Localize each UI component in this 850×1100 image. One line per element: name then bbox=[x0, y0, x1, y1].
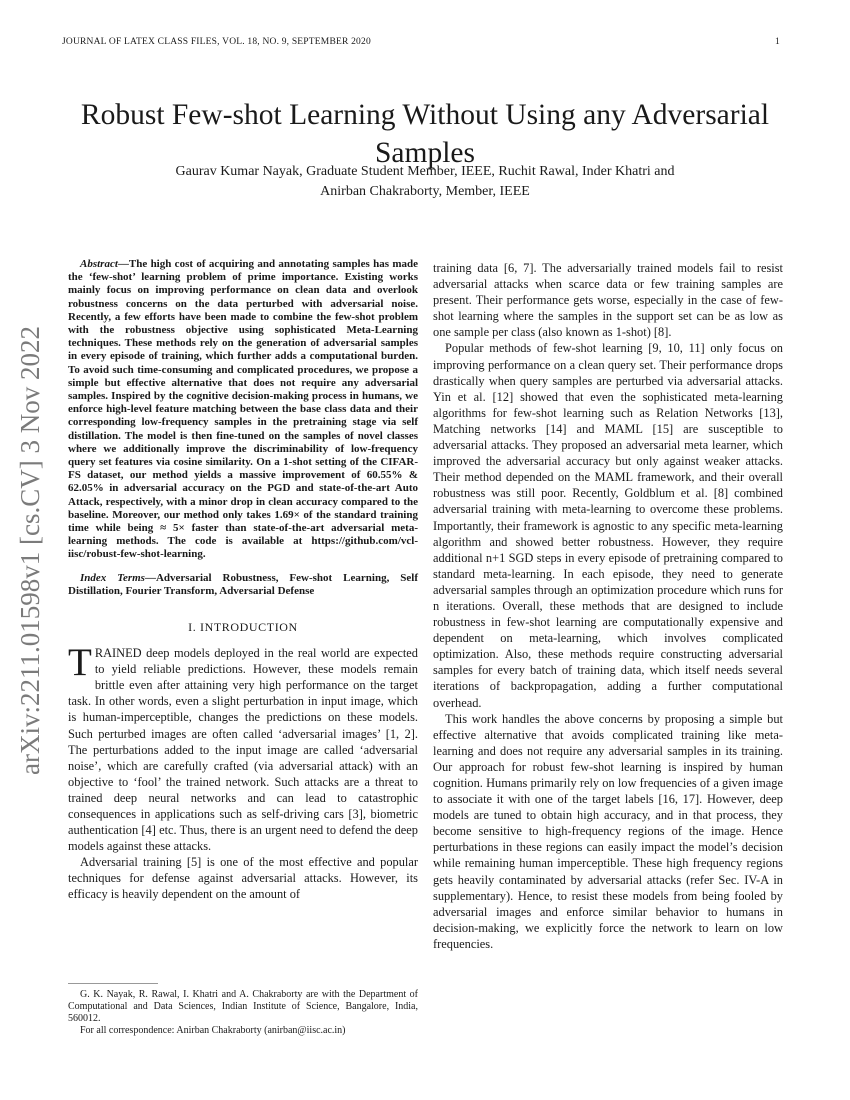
right-paragraph-1: training data [6, 7]. The adversarially trained models fail to resist adversarial attacks when scarce data or few training samples are present. Their performance gets worse, especially in the case of few-shot learning where the samples in the support set can be as low as one sample per class (also known as 1-shot) [8]. bbox=[433, 261, 783, 340]
abstract-label: Abstract bbox=[80, 258, 118, 270]
running-head: JOURNAL OF LATEX CLASS FILES, VOL. 18, NO. 9, SEPTEMBER 2020 bbox=[62, 37, 371, 47]
footnote-affiliation: G. K. Nayak, R. Rawal, I. Khatri and A. Chakraborty are with the Department of Computational and Data Sciences, Indian Institute of Science, Bangalore, India, 560012. bbox=[68, 989, 418, 1024]
abstract-text: —The high cost of acquiring and annotating samples has made the ‘few-shot’ learning problem of prime importance. Existing works mainly focus on improving performance on clean data and overlook robustness concerns on the data perturbed with adversarial noise. Recently, a few efforts have been made to combine the few-shot problem with the robustness objective using sophisticated Meta-Learning techniques. These methods rely on the generation of adversarial samples in every episode of training, which further adds a computational burden. To avoid such time-consuming and complicated procedures, we propose a simple but effective alternative that does not require any adversarial samples. Inspired by the cognitive decision-making process in humans, we enforce high-level feature matching between the base class data and their corresponding low-frequency samples in the pretraining stage via self distillation. The model is then fine-tuned on the samples of novel classes where we additionally improve the discriminability of low-frequency query set features via cosine similarity. On a 1-shot setting of the CIFAR-FS dataset, our method yields a massive improvement of 60.55% & 62.05% in adversarial accuracy on the PGD and state-of-the-art Auto Attack, respectively, with a minor drop in clean accuracy compared to the baseline. Moreover, our method only takes 1.69× of the standard training time while being ≈ 5× faster than state-of-the-art adversarial meta-learning methods. The code is available at https://github.com/vcl-iisc/robust-few-shot-learning. bbox=[68, 258, 418, 561]
page-number: 1 bbox=[775, 37, 780, 47]
intro-paragraph-1-text: RAINED deep models deployed in the real world are expected to yield reliable predictions. However, these models remain brittle even after attaining very high performance on the target task. In other words, even a slight perturbation in input image, which is human-imperceptible, changes the predictions on these models. Such perturbed images are often called ‘adversarial images’ [1, 2]. The perturbations added to the input image are called ‘adversarial noise’, which are carefully crafted (via adversarial attack) with an objective to ‘fool’ the trained network. Such attacks are a threat to trained deep neural networks and can lead to catastrophic consequences in applications such as self-driving cars [3], biometric authentication [4] etc. Thus, there is an urgent need to defend the deep models against these attacks. bbox=[68, 646, 418, 854]
right-paragraph-3: This work handles the above concerns by proposing a simple but effective alternative that avoids complicated training like meta-learning and does not require any adversarial samples in its training. Our approach for robust few-shot learning is inspired by human cognition. Humans primarily rely on low frequencies of a given image to associate it with one of the target labels [16, 17]. However, deep models are tuned to obtain high accuracy, and in that process, they become sensitive to high-frequency regions of the image. Hence perturbations in these regions can easily impact the model’s decision while remaining human imperceptible. These high frequency regions gets heavily contaminated by adversarial attacks (refer Sec. IV-A in supplementary). Hence, to resist these models from being fooled by adversarial images and enforce similar behavior to humans in decision-making, we explicitly force the network to learn on low frequencies. bbox=[433, 711, 783, 951]
drop-cap: T bbox=[68, 641, 92, 685]
intro-paragraph-1 bbox=[68, 641, 418, 854]
author-list bbox=[60, 162, 790, 202]
right-column bbox=[433, 260, 783, 952]
arxiv-identifier: arXiv:2211.01598v1 [cs.CV] 3 Nov 2022 bbox=[15, 326, 45, 775]
abstract bbox=[68, 258, 418, 562]
section-heading-introduction: I. INTRODUCTION bbox=[188, 620, 298, 635]
author-line-2: Anirban Chakraborty, Member, IEEE bbox=[320, 184, 530, 199]
index-terms bbox=[68, 572, 418, 598]
paper-title: Robust Few-shot Learning Without Using any Adversarial Samples bbox=[80, 98, 770, 169]
author-line-1: Gaurav Kumar Nayak, Graduate Student Member, IEEE, Ruchit Rawal, Inder Khatri and bbox=[175, 164, 675, 179]
index-terms-text: —Adversarial Robustness, Few-shot Learning, Self Distillation, Fourier Transform, Adversarial Defense bbox=[68, 571, 418, 597]
intro-paragraph-2: Adversarial training [5] is one of the most effective and popular techniques for defense against adversarial attacks. However, its efficacy is heavily dependent on the amount of bbox=[68, 855, 418, 902]
left-column bbox=[68, 258, 418, 903]
index-terms-label: Index Terms bbox=[80, 571, 145, 584]
footnote-rule bbox=[68, 983, 158, 984]
footnote-correspondence: For all correspondence: Anirban Chakraborty (anirban@iisc.ac.in) bbox=[80, 1025, 346, 1036]
footnote bbox=[68, 989, 418, 1037]
right-paragraph-2: Popular methods of few-shot learning [9, 10, 11] only focus on improving performance on a clean query set. Their performance drops drastically when query samples are perturbed via adversarial attacks. Yin et al. [12] showed that even the sophisticated meta-learning algorithms for few-shot learning such as Relation Networks [13], Matching networks [14] and MAML [15] are susceptible to adversarial attacks. They proposed an adversarial meta learner, which improved the adversarial accuracy but only against weaker attacks. Their method depended on the MAML framework, and their overall robustness was still poor. Recently, Goldblum et al. [8] combined adversarial training with meta-learning to overcome these problems. Importantly, their framework is agnostic to any specific meta-learning algorithm and showed better robustness. However, they require additional n+1 SGD steps in every episode of pretraining compared to standard meta-learning. In each episode, they need to generate adversarial samples through an optimization procedure which runs for n iterations. Overall, these methods that are designed to include robustness in few-shot learning are computationally expensive and dependent on meta-learning, which involves complicated optimization. Also, these methods require constructing adversarial samples for every batch of training data, which itself needs several iterations of backpropagation, adding a further computational overhead. bbox=[433, 341, 783, 710]
